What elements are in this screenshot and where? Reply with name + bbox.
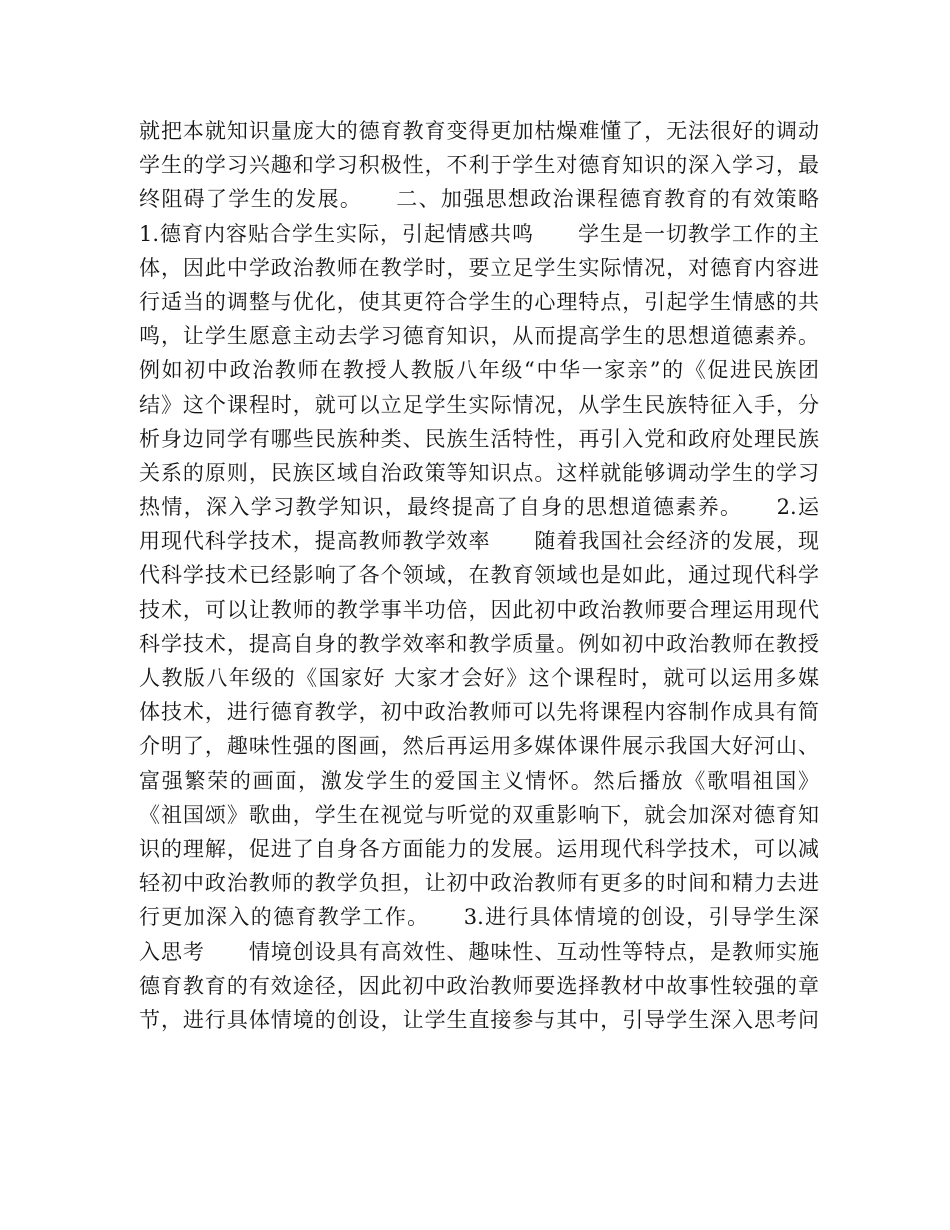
- text-line: 结》这个课程时，就可以立足学生实际情况，从学生民族特征入手，分: [139, 392, 819, 417]
- text-line: 入思考 情境创设具有高效性、趣味性、互动性等特点，是教师实施: [139, 939, 819, 964]
- text-line: 例如初中政治教师在教授人教版八年级“中华一家亲”的《促进民族团: [139, 358, 819, 383]
- text-line: 鸣，让学生愿意主动去学习德育知识，从而提高学生的思想道德素养。: [139, 324, 819, 349]
- text-line: 技术，可以让教师的教学事半功倍，因此初中政治教师要合理运用现代: [139, 597, 819, 622]
- text-line: 识的理解，促进了自身各方面能力的发展。运用现代科学技术，可以减: [139, 836, 819, 861]
- text-line: 用现代科学技术，提高教师教学效率 随着我国社会经济的发展，现: [139, 529, 819, 554]
- text-line: 人教版八年级的《国家好 大家才会好》这个课程时，就可以运用多媒: [139, 666, 819, 690]
- text-line: 体技术，进行德育教学，初中政治教师可以先将课程内容制作成具有简: [139, 700, 819, 725]
- text-line: 德育教育的有效途径，因此初中政治教师要选择教材中故事性较强的章: [139, 973, 819, 998]
- text-line: 体，因此中学政治教师在教学时，要立足学生实际情况，对德育内容进: [139, 255, 819, 280]
- body-text: [139, 114, 819, 1037]
- text-line: 行适当的调整与优化，使其更符合学生的心理特点，引起学生情感的共: [139, 289, 819, 314]
- text-line: 行更加深入的德育教学工作。 3.进行具体情境的创设，引导学生深: [139, 905, 819, 930]
- text-line: 热情，深入学习教学知识，最终提高了自身的思想道德素养。 2.运: [139, 495, 819, 520]
- text-line: 节，进行具体情境的创设，让学生直接参与其中，引导学生深入思考问: [139, 1007, 819, 1032]
- text-line: 《祖国颂》歌曲，学生在视觉与听觉的双重影响下，就会加深对德育知: [139, 802, 819, 827]
- text-line: 就把本就知识量庞大的德育教育变得更加枯燥难懂了，无法很好的调动: [139, 119, 819, 143]
- text-line: 介明了，趣味性强的图画，然后再运用多媒体课件展示我国大好河山、: [139, 734, 819, 759]
- text-line: 关系的原则，民族区域自治政策等知识点。这样就能够调动学生的学习: [139, 460, 819, 485]
- text-line: 1.德育内容贴合学生实际，引起情感共鸣 学生是一切教学工作的主: [139, 221, 819, 246]
- text-line: 终阻碍了学生的发展。 二、加强思想政治课程德育教育的有效策略: [139, 187, 819, 212]
- text-line: 科学技术，提高自身的教学效率和教学质量。例如初中政治教师在教授: [139, 631, 819, 656]
- text-line: 析身边同学有哪些民族种类、民族生活特性，再引入党和政府处理民族: [139, 426, 819, 451]
- text-line: 轻初中政治教师的教学负担，让初中政治教师有更多的时间和精力去进: [139, 871, 819, 896]
- text-line: 富强繁荣的画面，激发学生的爱国主义情怀。然后播放《歌唱祖国》: [139, 768, 819, 793]
- text-line: 学生的学习兴趣和学习积极性，不利于学生对德育知识的深入学习，最: [139, 153, 819, 178]
- text-line: 代科学技术已经影响了各个领域，在教育领域也是如此，通过现代科学: [139, 563, 819, 588]
